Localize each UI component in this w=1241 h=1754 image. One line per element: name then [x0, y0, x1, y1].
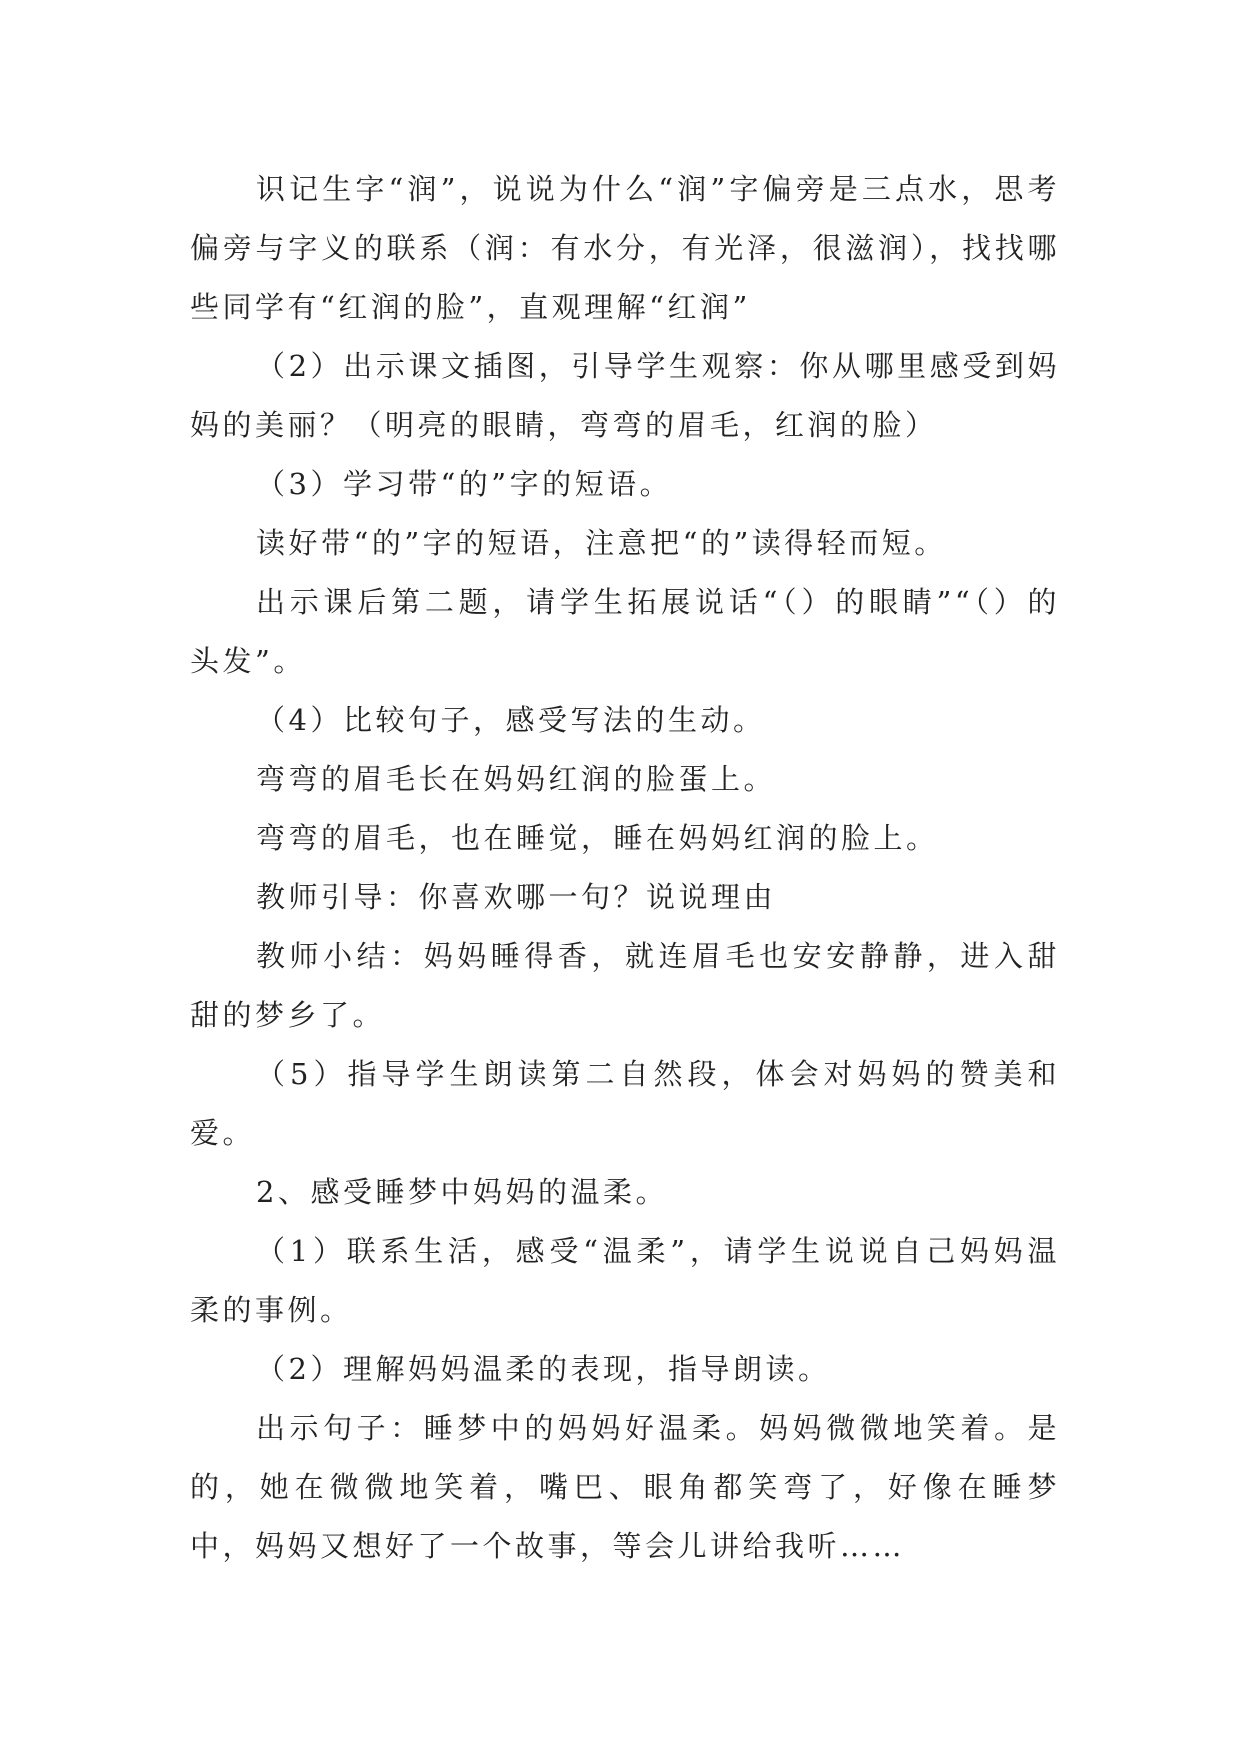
- paragraph-section-two: 2、感受睡梦中妈妈的温柔。: [256, 1175, 668, 1209]
- paragraph-sentence-one: 弯弯的眉毛长在妈妈红润的脸蛋上。: [256, 762, 777, 796]
- paragraph-compare-sentences: （4）比较句子，感受写法的生动。: [256, 703, 766, 737]
- body-text: [190, 160, 1060, 1576]
- paragraph-gentle-life: （1）联系生活，感受“温柔”，请学生说说自己妈妈温柔的事例。: [190, 1234, 1060, 1327]
- paragraph-sentence-two: 弯弯的眉毛，也在睡觉，睡在妈妈红润的脸上。: [256, 821, 939, 855]
- paragraph-exercise-two: 出示课后第二题，请学生拓展说话“（）的眼睛”“（）的头发”。: [190, 585, 1060, 678]
- paragraph-teacher-summary: 教师小结：妈妈睡得香，就连眉毛也安安静静，进入甜甜的梦乡了。: [190, 939, 1060, 1032]
- paragraph-read-de: 读好带“的”字的短语，注意把“的”读得轻而短。: [256, 526, 947, 560]
- paragraph-show-sentence: 出示句子：睡梦中的妈妈好温柔。妈妈微微地笑着。是的，她在微微地笑着，嘴巴、眼角都笑弯了，好像在睡梦中，妈妈又想好了一个故事，等会儿讲给我听……: [190, 1411, 1060, 1563]
- paragraph-teacher-guide: 教师引导：你喜欢哪一句？说说理由: [256, 880, 777, 914]
- paragraph-read-aloud: （5）指导学生朗读第二自然段，体会对妈妈的赞美和爱。: [190, 1057, 1060, 1150]
- paragraph-de-phrases: （3）学习带“的”字的短语。: [256, 467, 673, 501]
- paragraph-gentle-reading: （2）理解妈妈温柔的表现，指导朗读。: [256, 1352, 831, 1386]
- paragraph-illustration: （2）出示课文插图，引导学生观察：你从哪里感受到妈妈的美丽？（明亮的眼睛，弯弯的眉毛，红润的脸）: [190, 349, 1060, 442]
- paragraph-run-character: 识记生字“润”，说说为什么“润”字偏旁是三点水，思考偏旁与字义的联系（润：有水分，有光泽，很滋润），找找哪些同学有“红润的脸”，直观理解“红润”: [190, 172, 1060, 324]
